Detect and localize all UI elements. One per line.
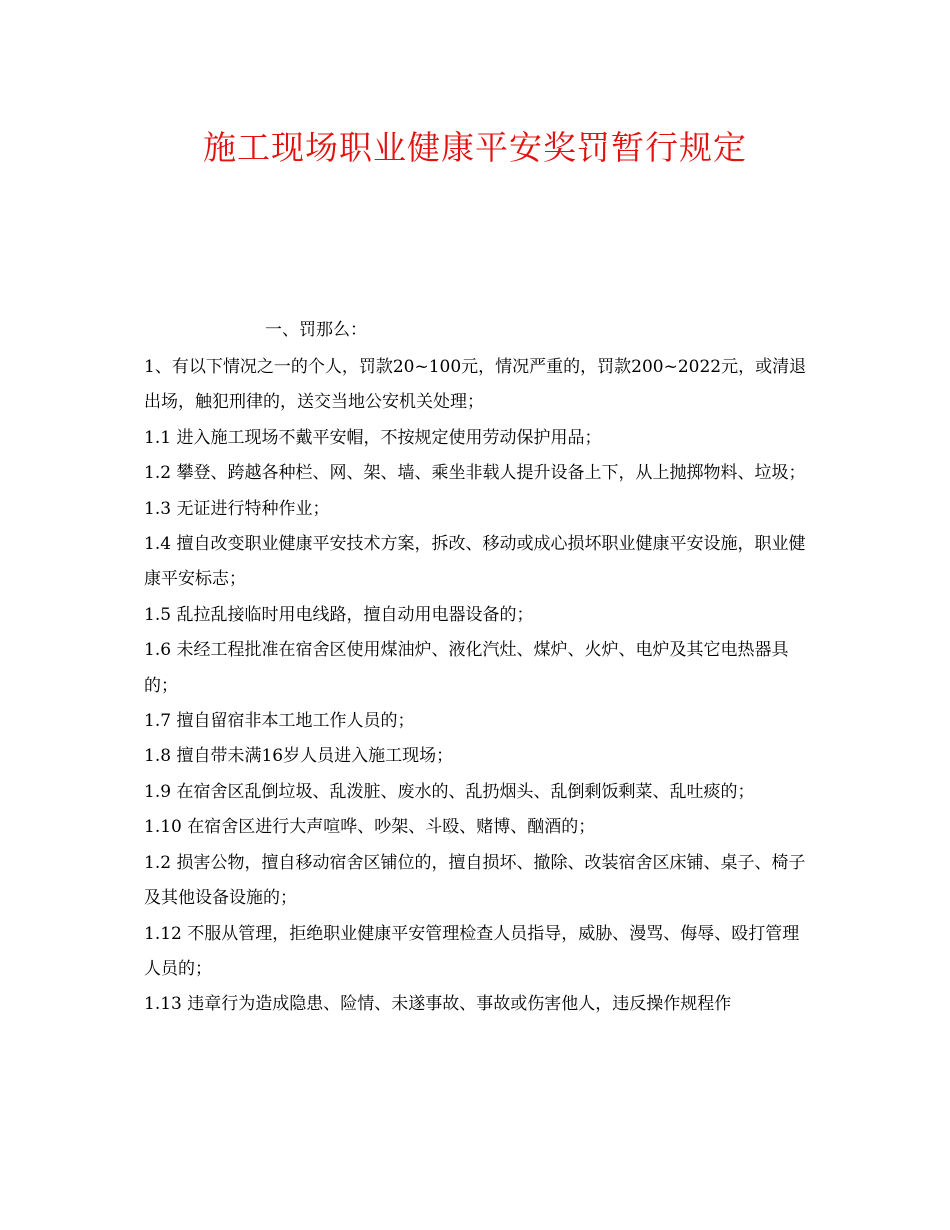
paragraph: 1.6 未经工程批准在宿舍区使用煤油炉、液化汽灶、煤炉、火炉、电炉及其它电热器具的； — [144, 640, 789, 696]
paragraph: 1.13 违章行为造成隐患、险情、未遂事故、事故或伤害他人，违反操作规程作 — [144, 994, 732, 1015]
paragraph: 1.12 不服从管理，拒绝职业健康平安管理检查人员指导，威胁、漫骂、侮辱、殴打管理人员的； — [144, 923, 800, 979]
paragraph: 1.3 无证进行特种作业； — [144, 498, 330, 519]
paragraph: 1.5 乱拉乱接临时用电线路，擅自动用电器设备的； — [144, 604, 534, 625]
paragraph: 1.8 擅自带未满16岁人员进入施工现场； — [144, 746, 454, 767]
paragraph: 1.1 进入施工现场不戴平安帽，不按规定使用劳动保护用品； — [144, 427, 602, 448]
section-heading: 一、罚那么： — [265, 320, 367, 340]
paragraph: 1、有以下情况之一的个人，罚款20~100元，情况严重的，罚款200~2022元，或清退出场，触犯刑律的，送交当地公安机关处理； — [144, 357, 807, 413]
paragraph: 1.4 擅自改变职业健康平安技术方案，拆改、移动或成心损坏职业健康平安设施，职业健康平安标志； — [144, 534, 806, 590]
paragraph: 1.9 在宿舍区乱倒垃圾、乱泼脏、废水的、乱扔烟头、乱倒剩饭剩菜、乱吐痰的； — [144, 781, 755, 802]
paragraph: 1.10 在宿舍区进行大声喧哗、吵架、斗殴、赌博、酗酒的； — [144, 817, 596, 838]
paragraph: 1.2 攀登、跨越各种栏、网、架、墙、乘坐非载人提升设备上下，从上抛掷物料、垃圾； — [144, 463, 806, 484]
document-title: 施工现场职业健康平安奖罚暂行规定 — [203, 128, 747, 167]
paragraph: 1.2 损害公物，擅自移动宿舍区铺位的，擅自损坏、撤除、改装宿舍区床铺、桌子、椅子及其他设备设施的； — [144, 852, 806, 909]
paragraph: 1.7 擅自留宿非本工地工作人员的； — [144, 711, 415, 732]
document-body — [144, 350, 809, 1023]
